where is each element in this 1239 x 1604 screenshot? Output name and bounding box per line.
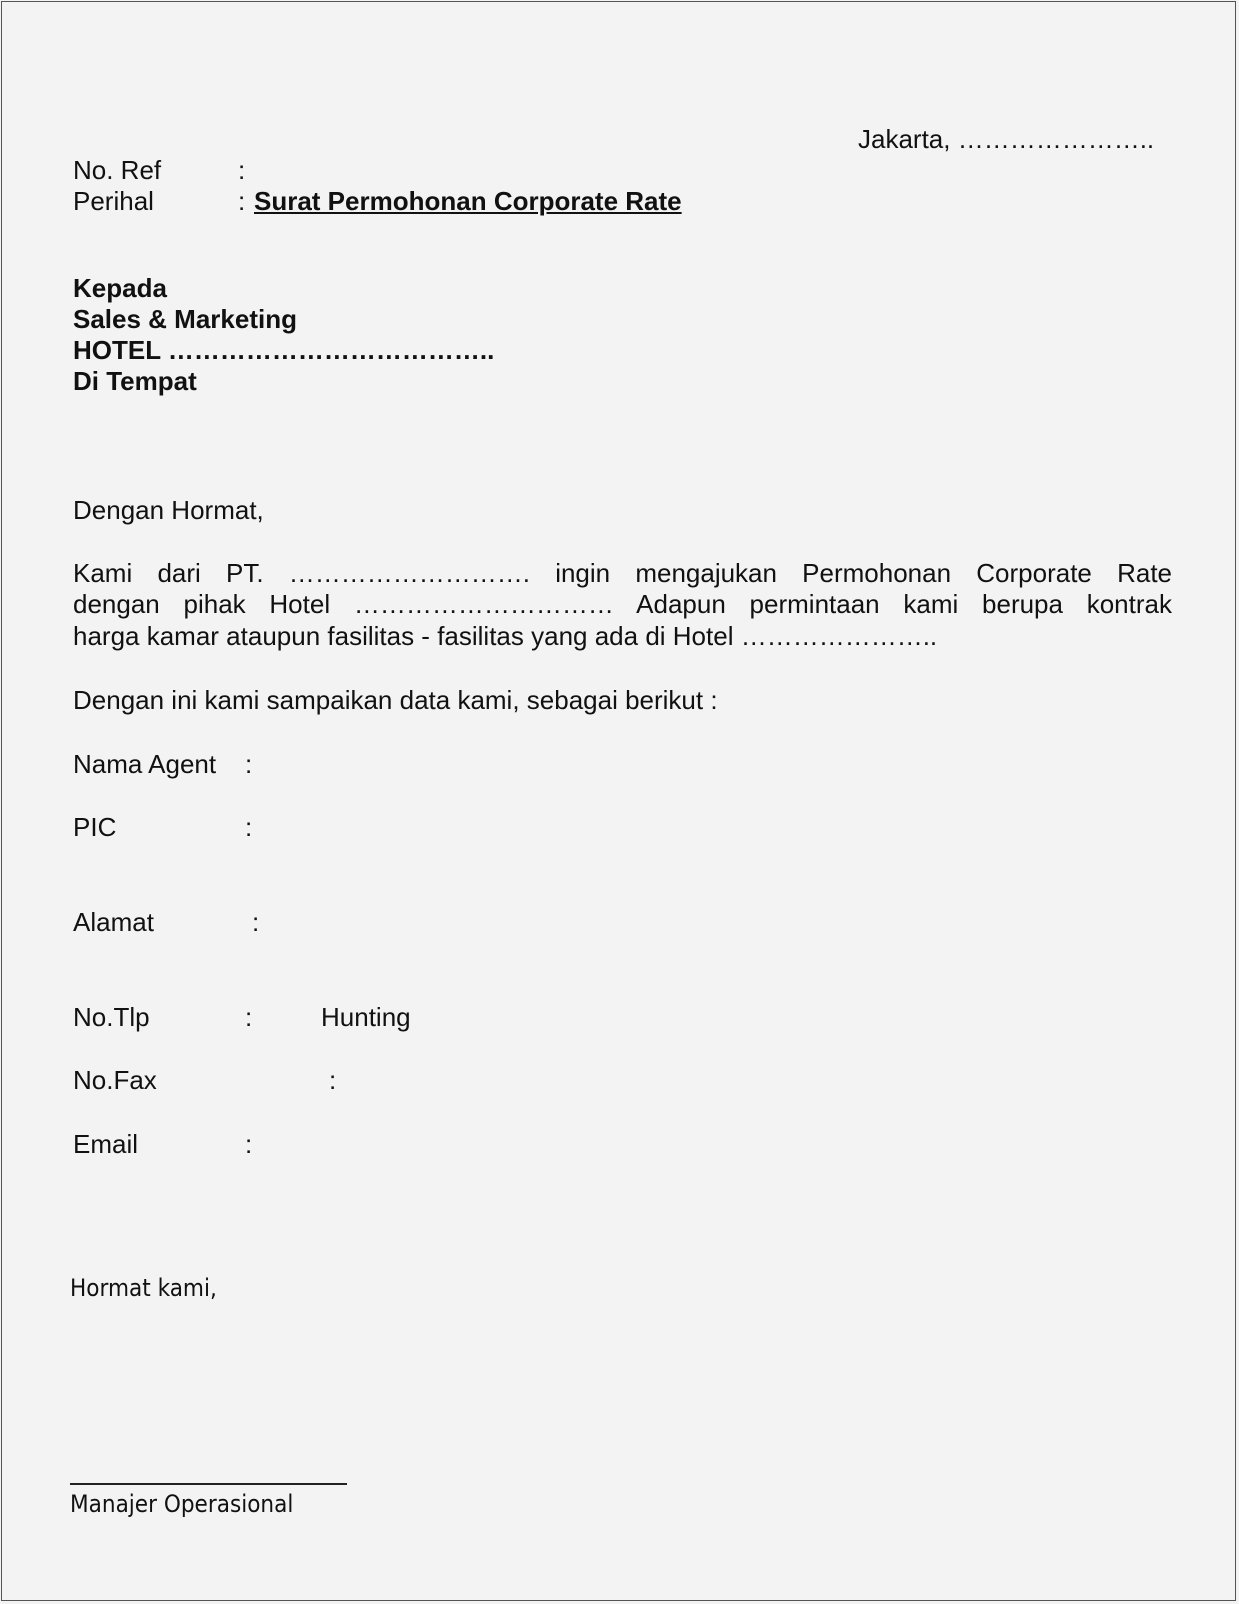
paragraph-line-3: harga kamar ataupun fasilitas - fasilitas yang ada di Hotel ………………….. <box>73 621 938 651</box>
phone-value: Hunting <box>321 1002 411 1032</box>
recipient-line-kepada: Kepada <box>73 273 167 303</box>
phone-colon: : <box>245 1002 253 1032</box>
salutation: Dengan Hormat, <box>73 495 264 525</box>
signature-line <box>70 1483 347 1485</box>
subject-value: Surat Permohonan Corporate Rate <box>254 186 682 216</box>
pic-label: PIC <box>73 812 117 842</box>
address-colon: : <box>252 907 260 937</box>
email-label: Email <box>73 1129 139 1159</box>
email-colon: : <box>245 1129 253 1159</box>
recipient-line-location: Di Tempat <box>73 366 197 396</box>
paragraph-line-1: Kami dari PT. ………………………. ingin mengajukan Permohonan Corporate Rate <box>73 558 1172 588</box>
data-intro: Dengan ini kami sampaikan data kami, sebagai berikut : <box>73 685 718 715</box>
closing-regards: Hormat kami, <box>70 1274 217 1302</box>
agent-colon: : <box>245 749 253 779</box>
pic-colon: : <box>245 812 253 842</box>
fax-label: No.Fax <box>73 1065 157 1095</box>
place-date: Jakarta, ………………….. <box>858 124 1155 154</box>
page-border <box>1 1 1236 1601</box>
subject-colon: : <box>238 186 246 216</box>
phone-label: No.Tlp <box>73 1002 150 1032</box>
signatory-title: Manajer Operasional <box>70 1490 294 1518</box>
recipient-line-hotel: HOTEL ……………………………….. <box>73 335 495 365</box>
fax-colon: : <box>329 1065 337 1095</box>
ref-colon: : <box>238 155 246 185</box>
subject-label: Perihal <box>73 186 154 216</box>
agent-label: Nama Agent <box>73 749 217 779</box>
paragraph-line-2: dengan pihak Hotel ………………………… Adapun permintaan kami berupa kontrak <box>73 589 1172 619</box>
ref-label: No. Ref <box>73 155 162 185</box>
address-label: Alamat <box>73 907 154 937</box>
recipient-line-department: Sales & Marketing <box>73 304 297 334</box>
